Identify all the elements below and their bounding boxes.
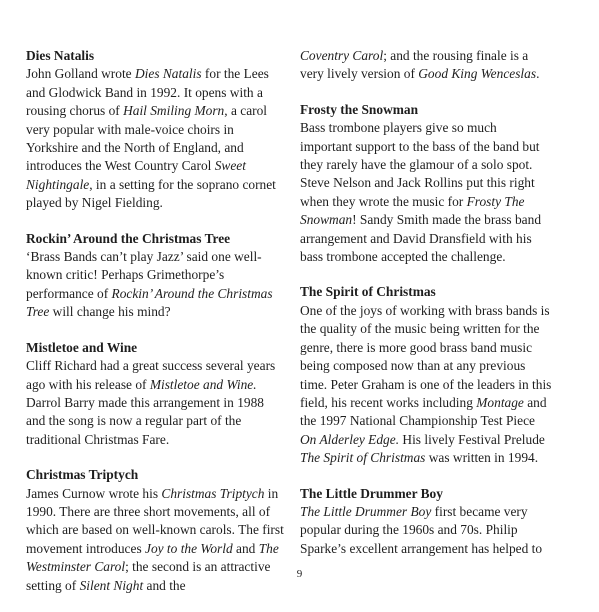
right-column (300, 47, 552, 575)
paragraph (26, 248, 284, 322)
section-mistletoe-and-wine (26, 339, 284, 449)
body-text: first became very popular during the 1960s and 70s. Philip Sparke’s excellent arrangement has helped to (300, 503, 543, 556)
page-number: 9 (296, 568, 303, 580)
italic-title-text: Joy to the World (145, 540, 233, 556)
body-text: for the Lees and Glodwick Band in 1992. It opens with a rousing chorus of (26, 66, 269, 119)
continued-paragraph (300, 47, 552, 84)
italic-title-text: The Little Drummer Boy (300, 503, 432, 519)
body-text: ‘Brass Bands can’t play Jazz’ said one well-known critic! Perhaps Grimethorpe’s performance of (26, 249, 262, 301)
italic-title-text: Good King Wenceslas (418, 66, 537, 82)
section-heading: Rockin’ Around the Christmas Tree (26, 230, 231, 246)
body-text: , a carol very popular with male-voice choirs in Yorkshire and the North of England, and introduces the West Country Carol (26, 103, 268, 174)
section-dies-natalis (26, 47, 284, 213)
paragraph (26, 65, 284, 212)
section-the-little-drummer-boy (300, 485, 552, 559)
paragraph (300, 302, 552, 468)
section-heading: Christmas Triptych (26, 467, 139, 483)
paragraph (300, 47, 552, 84)
body-text: ; and the rousing finale is a very lively version of (300, 48, 529, 82)
body-text: ! Sandy Smith made the brass band arrangement and David Dransfield with his bass trombone accepted the challenge. (300, 212, 542, 265)
section-heading: Mistletoe and Wine (26, 339, 138, 355)
italic-title-text: Hail Smiling Morn (123, 103, 225, 119)
section-heading: Frosty the Snowman (300, 101, 419, 117)
italic-title-text: Mistletoe and Wine. (149, 376, 257, 392)
body-text: and the (143, 577, 186, 593)
body-text: , in a setting for the soprano cornet played by Nigel Fielding. (26, 176, 276, 211)
paragraph (300, 503, 552, 558)
section-heading: Dies Natalis (26, 48, 95, 63)
body-text: His lively Festival Prelude (399, 431, 545, 447)
section-rockin-around-the-christmas-tree (26, 230, 284, 322)
section-heading: The Spirit of Christmas (300, 284, 436, 300)
body-text: in 1990. There are three short movements, all of which are based on well-known carols. The first movement introduces (26, 485, 284, 556)
body-text: and the 1997 National Championship Test Piece (300, 394, 547, 429)
italic-title-text: Montage (476, 394, 524, 410)
paragraph (300, 119, 552, 266)
section-the-spirit-of-christmas (300, 283, 552, 467)
italic-title-text: Frosty The Snowman (300, 193, 525, 228)
italic-title-text: The Spirit of Christmas (300, 450, 426, 466)
body-text: ; the second is an attractive setting of (26, 559, 271, 593)
body-text: Darrol Barry made this arrangement in 1988 and the song is now a regular part of the traditional Christmas Fare. (26, 394, 264, 447)
body-text: was written in 1994. (425, 450, 539, 466)
italic-title-text: Rockin’ Around the Christmas Tree (26, 285, 273, 320)
italic-title-text: Sweet Nightingale (26, 158, 246, 192)
body-text: James Curnow wrote his (26, 485, 162, 501)
body-text: Bass trombone players give so much important support to the bass of the band but they rarely have the glamour of a solo spot. Steve Nelson and Jack Rollins put this right when they wrote the music for (300, 120, 540, 209)
body-text: will change his mind? (49, 304, 171, 320)
left-column (26, 47, 284, 612)
italic-title-text: Coventry Carol (300, 48, 384, 63)
body-text: One of the joys of working with brass bands is the quality of the music being written for the genre, there is more good brass band music being composed now than at any previous time. Peter Graham is one of the leaders in this field, his recent works including (300, 302, 552, 410)
italic-title-text: Silent Night (79, 577, 144, 593)
body-text: and (232, 540, 259, 556)
section-heading: The Little Drummer Boy (300, 485, 443, 501)
italic-title-text: On Alderley Edge. (300, 431, 400, 447)
paragraph (26, 357, 284, 449)
italic-title-text: The Westminster Carol (26, 540, 279, 575)
italic-title-text: Dies Natalis (134, 66, 202, 82)
body-text: John Golland wrote (26, 66, 135, 82)
body-text: Cliff Richard had a great success several years ago with his release of (26, 358, 276, 392)
italic-title-text: Christmas Triptych (161, 485, 265, 501)
section-frosty-the-snowman (300, 101, 552, 267)
body-text: . (536, 66, 540, 82)
